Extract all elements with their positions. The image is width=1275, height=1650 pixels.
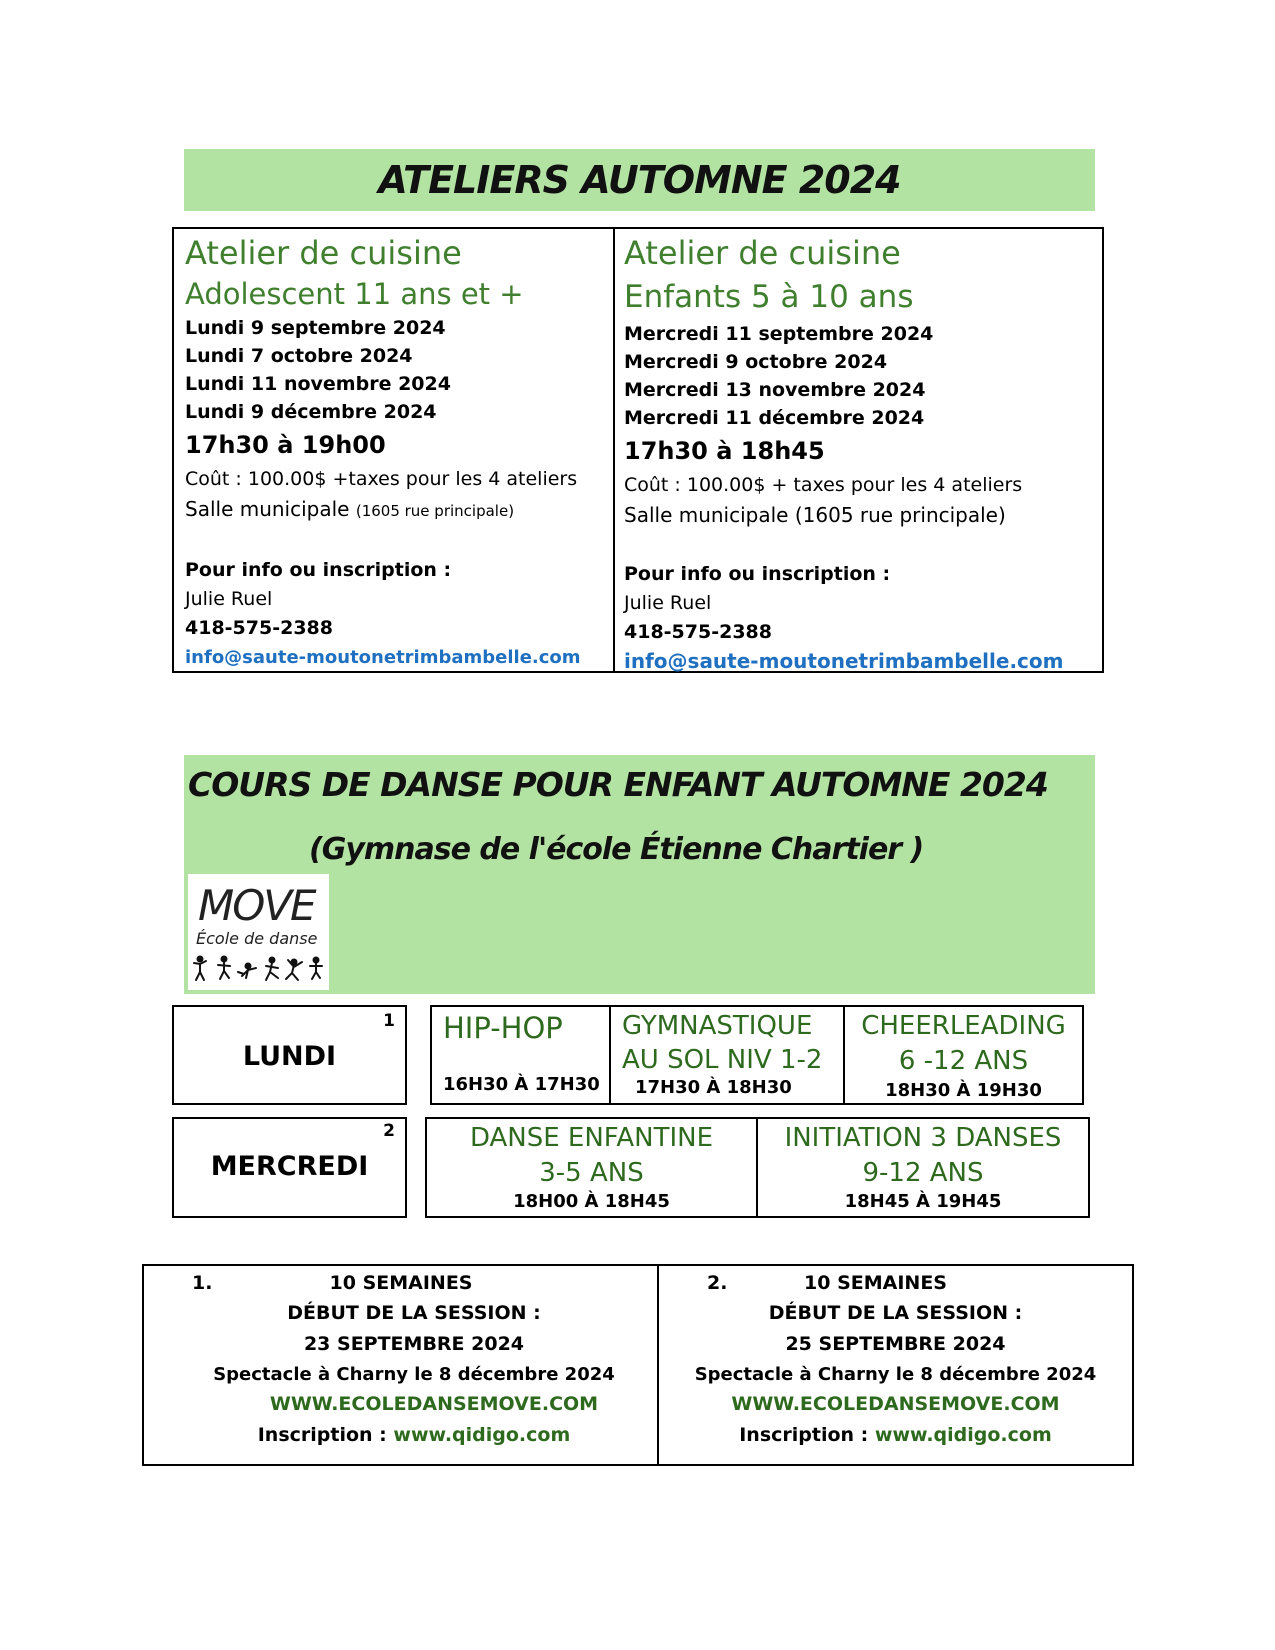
- session-1-start-date: 23 SEPTEMBRE 2024: [303, 1333, 525, 1355]
- session-2-reg-label: Inscription :: [739, 1424, 869, 1446]
- atelier-left-time: 17h30 à 19h00: [185, 431, 386, 459]
- danse-subtitle: (Gymnase de l'école Étienne Chartier ): [309, 832, 924, 867]
- day-lundi-num: 1: [383, 1011, 395, 1031]
- session-1-weeks: 10 SEMAINES: [329, 1272, 473, 1294]
- ateliers-banner: [184, 149, 1095, 211]
- session-2-website[interactable]: WWW.ECOLEDANSEMOVE.COM: [731, 1393, 1060, 1415]
- move-logo: [188, 874, 329, 990]
- session-2-show: Spectacle à Charny le 8 décembre 2024: [694, 1364, 1097, 1385]
- session-1-num: 1.: [192, 1272, 213, 1294]
- atelier-right-heading: Atelier de cuisine: [624, 234, 901, 272]
- atelier-left-date: Lundi 11 novembre 2024: [185, 373, 451, 395]
- atelier-left-email[interactable]: info@saute-moutonetrimbambelle.com: [185, 647, 581, 668]
- class-initiation-time: 18H45 À 19H45: [844, 1191, 1002, 1212]
- class-danse-enfantine: [427, 1120, 756, 1215]
- atelier-left-contact: Julie Ruel: [185, 588, 273, 610]
- class-cheerleading-time: 18H30 À 19H30: [885, 1080, 1042, 1101]
- atelier-right-subheading: Enfants 5 à 10 ans: [624, 279, 914, 315]
- class-cheerleading-name: CHEERLEADING: [861, 1011, 1066, 1041]
- session-2-weeks: 10 SEMAINES: [804, 1272, 947, 1294]
- day-mercredi: [172, 1117, 407, 1218]
- class-hip-hop: [432, 1008, 609, 1102]
- atelier-right-phone: 418-575-2388: [624, 621, 772, 643]
- atelier-right-info-label: Pour info ou inscription :: [624, 563, 891, 585]
- ateliers-divider: [613, 227, 615, 673]
- day-lundi-label: LUNDI: [242, 1041, 337, 1072]
- class-gymnastique-name: GYMNASTIQUE: [622, 1011, 813, 1041]
- danse-title: COURS DE DANSE POUR ENFANT AUTOMNE 2024: [188, 765, 1048, 804]
- class-initiation-age: 9-12 ANS: [862, 1158, 984, 1188]
- session-1-reg-label: Inscription :: [257, 1424, 387, 1446]
- class-gymnastique-time: 17H30 À 18H30: [635, 1077, 792, 1098]
- day-mercredi-label: MERCREDI: [210, 1151, 369, 1182]
- session-1-start-label: DÉBUT DE LA SESSION :: [287, 1302, 541, 1324]
- class-danse-enfantine-time: 18H00 À 18H45: [513, 1191, 670, 1212]
- atelier-right-cost: Coût : 100.00$ + taxes pour les 4 ateliers: [624, 474, 1023, 496]
- session-1-reg-url[interactable]: www.qidigo.com: [393, 1424, 571, 1446]
- class-initiation-name: INITIATION 3 DANSES: [784, 1123, 1062, 1153]
- atelier-adolescent: [185, 232, 610, 672]
- session-2-reg-url[interactable]: www.qidigo.com: [874, 1424, 1052, 1446]
- class-cheerleading: [845, 1008, 1082, 1102]
- class-danse-enfantine-age: 3-5 ANS: [539, 1158, 644, 1188]
- ateliers-title: ATELIERS AUTOMNE 2024: [378, 158, 901, 202]
- atelier-right-date: Mercredi 11 décembre 2024: [624, 407, 925, 429]
- class-danse-enfantine-name: DANSE ENFANTINE: [469, 1123, 714, 1153]
- day-lundi: [172, 1005, 407, 1105]
- session-2-start-label: DÉBUT DE LA SESSION :: [768, 1302, 1023, 1324]
- class-hip-hop-name: HIP-HOP: [443, 1011, 563, 1045]
- session-2-start-date: 25 SEPTEMBRE 2024: [785, 1333, 1006, 1355]
- atelier-left-heading: Atelier de cuisine: [185, 234, 462, 272]
- atelier-right-address: (1605 rue principale): [794, 503, 1006, 527]
- atelier-left-date: Lundi 7 octobre 2024: [185, 345, 413, 367]
- session-1-website[interactable]: WWW.ECOLEDANSEMOVE.COM: [269, 1393, 599, 1415]
- atelier-left-cost: Coût : 100.00$ +taxes pour les 4 ateliers: [185, 468, 578, 490]
- atelier-right-date: Mercredi 9 octobre 2024: [624, 351, 888, 373]
- atelier-left-info-label: Pour info ou inscription :: [185, 559, 452, 581]
- class-cheerleading-age: 6 -12 ANS: [898, 1046, 1029, 1076]
- atelier-right-email[interactable]: info@saute-moutonetrimbambelle.com: [624, 649, 1064, 673]
- atelier-left-venue-name: Salle municipale: [185, 497, 350, 521]
- day-mercredi-num: 2: [383, 1121, 395, 1141]
- session-2-registration: [659, 1420, 1132, 1451]
- atelier-right-venue: [624, 500, 1099, 530]
- dancers-silhouette-icon: [190, 954, 326, 984]
- move-logo-brand: MOVE: [198, 881, 315, 930]
- atelier-left-address: (1605 rue principale): [355, 502, 515, 520]
- atelier-left-venue: [185, 494, 610, 526]
- atelier-right-venue-name: Salle municipale: [624, 503, 789, 527]
- atelier-right-date: Mercredi 11 septembre 2024: [624, 323, 934, 345]
- atelier-enfants: [624, 232, 1099, 676]
- session-1-registration: [144, 1420, 684, 1451]
- danse-banner: [184, 755, 1095, 994]
- session-2-num: 2.: [707, 1272, 728, 1294]
- move-logo-tagline: École de danse: [196, 929, 318, 948]
- session-1-show: Spectacle à Charny le 8 décembre 2024: [213, 1364, 615, 1385]
- atelier-right-contact: Julie Ruel: [624, 592, 712, 614]
- class-initiation: [758, 1120, 1088, 1215]
- atelier-right-date: Mercredi 13 novembre 2024: [624, 379, 926, 401]
- class-hip-hop-time: 16H30 À 17H30: [443, 1074, 600, 1095]
- atelier-left-subheading: Adolescent 11 ans et +: [185, 277, 524, 311]
- atelier-left-date: Lundi 9 décembre 2024: [185, 401, 437, 423]
- class-gymnastique: [611, 1008, 843, 1102]
- atelier-left-phone: 418-575-2388: [185, 617, 333, 639]
- class-gymnastique-level: AU SOL NIV 1-2: [622, 1045, 823, 1075]
- atelier-right-time: 17h30 à 18h45: [624, 437, 825, 465]
- atelier-left-date: Lundi 9 septembre 2024: [185, 317, 446, 339]
